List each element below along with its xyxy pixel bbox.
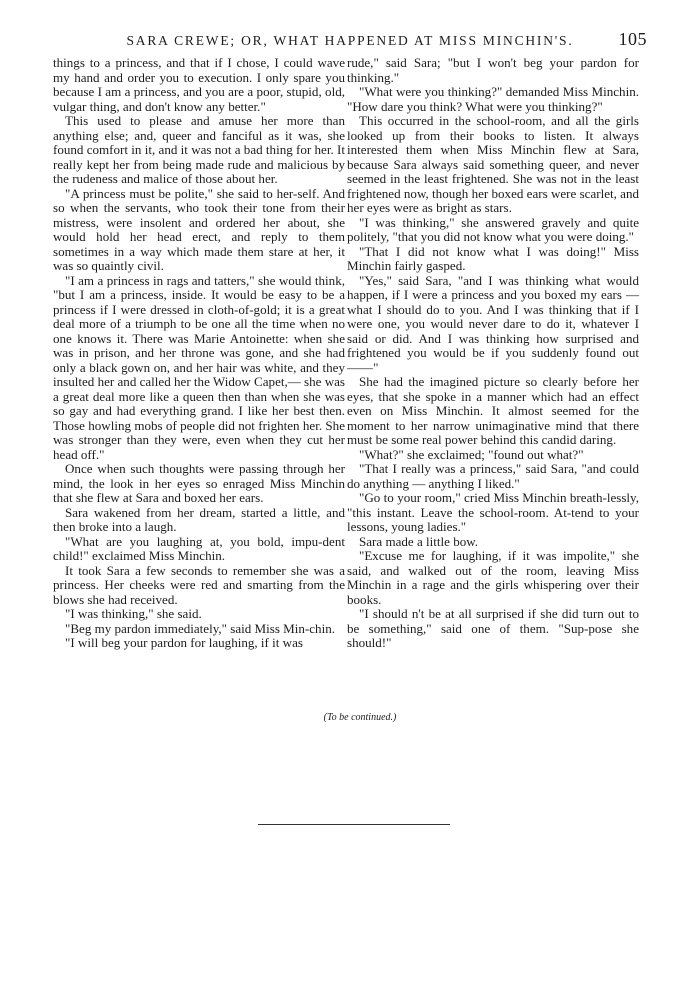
paragraph: rude," said Sara; "but I won't beg your pardon for thinking."	[347, 55, 639, 85]
running-title: SARA CREWE; OR, WHAT HAPPENED AT MISS MINCHIN'S.	[126, 33, 574, 48]
paragraph: "I was thinking," she answered gravely and quite politely, "that you did not know what you were doing."	[347, 214, 639, 244]
paragraph: Sara made a little bow.	[359, 533, 479, 549]
paragraph: "I was thinking," she said.	[65, 606, 202, 621]
paragraph: It took Sara a few seconds to remember she was a princess. Her cheeks were red and smarting from the blows she had received.	[53, 562, 345, 607]
paragraph: "What were you thinking?" demanded Miss Minchin. "How dare you think? What were you thinking?"	[347, 84, 639, 114]
paragraph: "I will beg your pardon for laughing, if it was	[65, 635, 303, 650]
left-column	[53, 56, 345, 651]
paragraph: "I am a princess in rags and tatters," she would think, "but I am a princess, inside. It would be easy to be a princess if I were dressed in cloth-of-gold; it is a great deal more of a triumph to be one all the time when no one knows it. There was Marie Antoinette: when she was in prison, and her throne was gone, and she had only a black gown on, and her hair was white, and they insulted her and called her the Widow Capet,— she was a great deal more like a queen then than when she was so gay and had everything grand. I like her best then. Those howling mobs of people did not frighten her. She was stronger than they were, even when they cut her head off."	[53, 272, 345, 462]
page-number: 105	[618, 29, 647, 49]
paragraph: She had the imagined picture so clearly before her eyes, that she spoke in a manner which had an effect even on Miss Minchin. It almost seemed for the moment to her narrow unimaginative mind that there must be some real power behind this candid daring.	[347, 374, 639, 447]
paragraph: "Go to your room," cried Miss Minchin breath-lessly, "this instant. Leave the school-room. At-tend to your lessons, young ladies."	[347, 490, 639, 534]
to-be-continued-note: (To be continued.)	[323, 712, 397, 723]
paragraph: "Excuse me for laughing, if it was impolite," she said, and walked out of the room, leaving Miss Minchin in a rage and the girls whispering over their books.	[347, 548, 639, 607]
paragraph: "Yes," said Sara, "and I was thinking what would happen, if I were a princess and you boxed my ears — what I should do to you. And I was thinking that if I were one, you would never dare to do it, whatever I said or did. And I was thinking how surprised and frightened you would be if you suddenly found out ——"	[347, 272, 639, 375]
section-rule	[258, 824, 450, 825]
paragraph: things to a princess, and that if I chose, I could wave my hand and order you to execution. I only spare you because I am a princess, and you are a poor, stupid, old, vulgar thing, and don't know any better."	[53, 55, 345, 114]
paragraph: "That I did not know what I was doing!" Miss Minchin fairly gasped.	[347, 243, 639, 273]
paragraph: "A princess must be polite," she said to her-self. And so when the servants, who took their tone from their mistress, were insolent and ordered her about, she would hold her head erect, and reply to them sometimes in a way which made them stare at her, it was so quaintly civil.	[53, 185, 345, 273]
paragraph: This occurred in the school-room, and all the girls looked up from their books to listen. It always interested them when Miss Minchin flew at Sara, because Sara always said something queer, and never seemed in the least frightened. She was not in the least frightened now, though her boxed ears were scarlet, and her eyes were as bright as stars.	[347, 113, 639, 215]
paragraph: "What are you laughing at, you bold, impu-dent child!" exclaimed Miss Minchin.	[53, 533, 345, 563]
paragraph: Sara wakened from her dream, started a little, and then broke into a laugh.	[53, 504, 345, 534]
paragraph: "That I really was a princess," said Sara, "and could do anything — anything I liked."	[347, 461, 639, 491]
paragraph: "I should n't be at all surprised if she did turn out to be something," said one of them. "Sup-pose she should!"	[347, 606, 639, 650]
paragraph: Once when such thoughts were passing through her mind, the look in her eyes so enraged Miss Minchin that she flew at Sara and boxed her ears.	[53, 461, 345, 505]
right-column	[347, 56, 639, 651]
paragraph: "What?" she exclaimed; "found out what?"	[359, 446, 584, 462]
paragraph: This used to please and amuse her more than anything else; and, queer and fanciful as it was, she found comfort in it, and it was not a bad thing for her. It really kept her from being made rude and malicious by the rudeness and malice of those about her.	[53, 113, 345, 186]
paragraph: "Beg my pardon immediately," said Miss Min-chin.	[65, 620, 335, 636]
